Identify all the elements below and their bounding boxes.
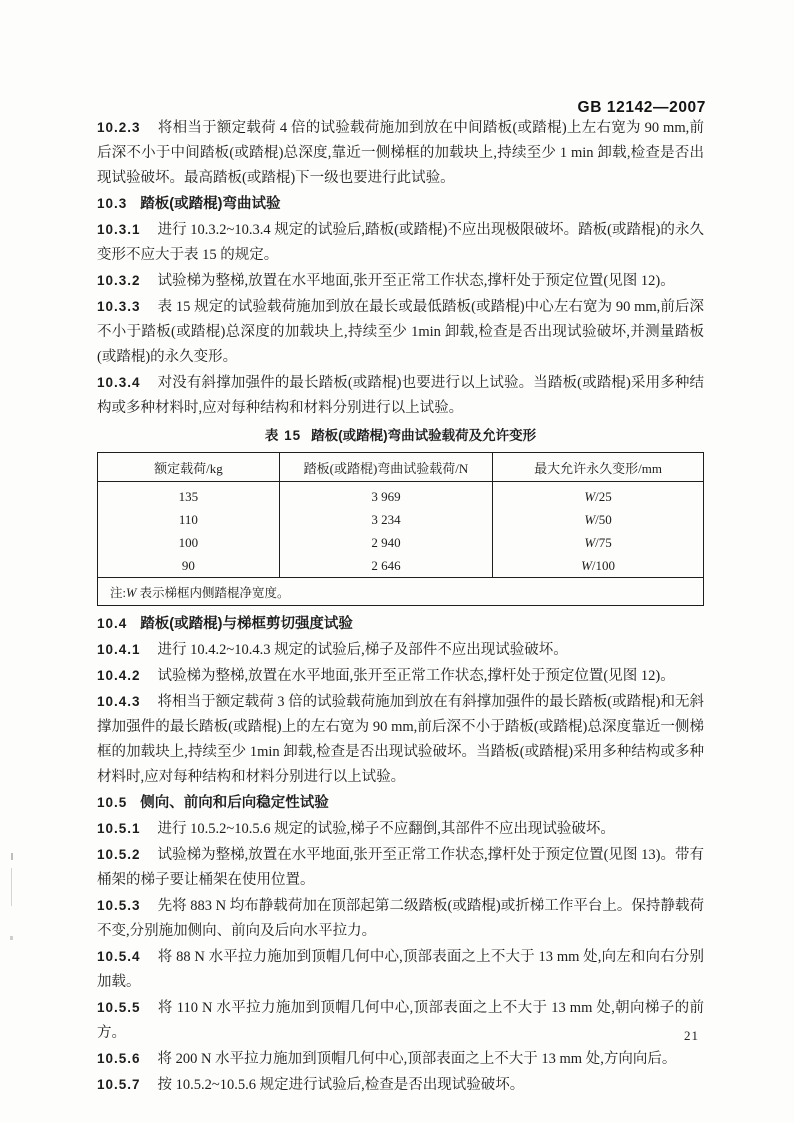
table-col-header: 额定载荷/kg (98, 453, 280, 482)
section-title: 踏板(或踏棍)与梯框剪切强度试验 (140, 616, 353, 632)
clause-text: 先将 883 N 均布静载荷加在顶部起第二级踏板(或踏棍)或折梯工作平台上。保持静载荷不变,分别施加侧向、前向及后向水平拉力。 (97, 898, 704, 939)
table-col-header: 最大允许永久变形/mm (493, 453, 704, 482)
table-15-title (97, 424, 704, 448)
clause-text: 进行 10.4.2~10.4.3 规定的试验后,梯子及部件不应出现试验破坏。 (157, 642, 568, 658)
table-15-block (97, 424, 704, 606)
table-cell: W/100 (493, 554, 704, 578)
clause-text: 按 10.5.2~10.5.6 规定进行试验后,检查是否出现试验破坏。 (157, 1077, 525, 1093)
clause-number: 10.5.3 (97, 898, 141, 913)
clause-number: 10.2.3 (97, 120, 141, 135)
clause-number: 10.3.3 (97, 299, 141, 314)
clause-10.5.2 (97, 842, 704, 893)
scan-artifact (11, 853, 13, 860)
clause-10.3.4 (97, 370, 704, 421)
table-cell: 2 940 (279, 531, 492, 554)
clause-text: 试验梯为整梯,放置在水平地面,张开至正常工作状态,撑杆处于预定位置(见图 12)。 (157, 668, 675, 684)
clause-text: 表 15 规定的试验载荷施加到放在最长或最低踏板(或踏棍)中心左右宽为 90 mm,前后深不小于踏板(或踏棍)总深度的加载块上,持续至少 1min 卸载,检查是否出现试验破坏,并测量踏板(或踏棍)的永久变形。 (97, 299, 704, 365)
table-note: 注:W 表示梯框内侧踏棍净宽度。 (98, 578, 704, 606)
clause-number: 10.5.1 (97, 821, 141, 836)
clause-number: 10.3.1 (97, 222, 141, 237)
page-number: 21 (684, 1028, 699, 1043)
section-title: 踏板(或踏棍)弯曲试验 (140, 196, 281, 212)
table-15-label: 表 15 (264, 428, 302, 443)
table-cell: 90 (181, 557, 195, 573)
table-row (98, 508, 704, 531)
clause-number: 10.5.4 (97, 949, 141, 964)
clause-10.3.3 (97, 294, 704, 370)
clause-number: 10.4.3 (97, 694, 141, 709)
clause-text: 进行 10.5.2~10.5.6 规定的试验,梯子不应翻倒,其部件不应出现试验破坏。 (157, 821, 615, 837)
table-cell: 3 969 (279, 482, 492, 509)
table-cell: 135 (178, 488, 199, 504)
table-cell: W/75 (493, 531, 704, 554)
clause-text: 进行 10.3.2~10.3.4 规定的试验后,踏板(或踏棍)不应出现极限破坏。踏板(或踏棍)的永久变形不应大于表 15 的规定。 (97, 222, 704, 263)
clause-number: 10.5.5 (97, 1000, 141, 1015)
clause-10.5.5 (97, 995, 704, 1046)
clause-text: 将相当于额定载荷 3 倍的试验载荷施加到放在有斜撑加强件的最长踏板(或踏棍)和无斜撑加强件的最长踏板(或踏棍)上的左右宽为 90 mm,前后深不小于踏板(或踏棍)总深度靠近一侧梯框的加载块上,持续至少 1min 卸载,检查是否出现试验破坏。当踏板(或踏棍)采用多种结构或多种材料时,应对每种结构和材料分别进行以上试验。 (97, 694, 704, 785)
clause-number: 10.5 (97, 795, 128, 810)
clause-10.4.1 (97, 637, 704, 663)
clause-text: 对没有斜撑加强件的最长踏板(或踏棍)也要进行以上试验。当踏板(或踏棍)采用多种结构或多种材料时,应对每种结构和材料分别进行以上试验。 (97, 375, 704, 416)
clause-10.5.7 (97, 1072, 704, 1098)
clause-text: 试验梯为整梯,放置在水平地面,张开至正常工作状态,撑杆处于预定位置(见图 12)。 (157, 273, 675, 289)
section-title: 侧向、前向和后向稳定性试验 (140, 795, 329, 811)
clause-10.3.2 (97, 268, 704, 294)
clause-10.4.2 (97, 663, 704, 689)
table-cell: 2 646 (279, 554, 492, 578)
table-row (98, 554, 704, 578)
clause-text: 试验梯为整梯,放置在水平地面,张开至正常工作状态,撑杆处于预定位置(见图 13)。带有桶架的梯子要让桶架在使用位置。 (97, 847, 704, 888)
clause-text: 将 110 N 水平拉力施加到顶帽几何中心,顶部表面之上不大于 13 mm 处,朝向梯子的前方。 (97, 1000, 704, 1041)
document-body (97, 115, 704, 1098)
clause-number: 10.3.4 (97, 375, 141, 390)
clause-text: 将相当于额定载荷 4 倍的试验载荷施加到放在中间踏板(或踏棍)上左右宽为 90 mm,前后深不小于中间踏板(或踏棍)总深度,靠近一侧梯框的加载块上,持续至少 1 min 卸载,检查是否出现试验破坏。最高踏板(或踏棍)下一级也要进行此试验。 (97, 120, 704, 186)
clause-text: 将 88 N 水平拉力施加到顶帽几何中心,顶部表面之上不大于 13 mm 处,向左和向右分别加载。 (97, 949, 704, 990)
clause-number: 10.3.2 (97, 273, 141, 288)
section-heading-10.3 (97, 191, 704, 217)
clause-10.5.6 (97, 1046, 704, 1072)
table-15 (97, 452, 704, 606)
clause-10.5.1 (97, 816, 704, 842)
table-cell: 110 (178, 511, 198, 527)
table-15-caption: 踏板(或踏棍)弯曲试验载荷及允许变形 (311, 428, 537, 443)
standard-number: GB 12142—2007 (577, 99, 706, 116)
table-note-row (98, 578, 704, 606)
clause-number: 10.4.1 (97, 642, 141, 657)
clause-10.3.1 (97, 217, 704, 268)
clause-number: 10.5.2 (97, 847, 141, 862)
table-cell: 100 (178, 534, 199, 550)
clause-number: 10.3 (97, 196, 128, 211)
table-col-header: 踏板(或踏棍)弯曲试验载荷/N (279, 453, 492, 482)
table-header-row (98, 453, 704, 482)
clause-10.5.3 (97, 893, 704, 944)
clause-10.5.4 (97, 944, 704, 995)
table-cell: 3 234 (279, 508, 492, 531)
clause-number: 10.4 (97, 616, 128, 631)
clause-10.2.3 (97, 115, 704, 191)
table-cell: W/50 (493, 508, 704, 531)
table-cell: W/25 (493, 482, 704, 509)
table-row (98, 531, 704, 554)
section-heading-10.5 (97, 790, 704, 816)
clause-number: 10.4.2 (97, 668, 141, 683)
clause-text: 将 200 N 水平拉力施加到顶帽几何中心,顶部表面之上不大于 13 mm 处,方向向后。 (157, 1051, 677, 1067)
scan-artifact (11, 868, 12, 906)
clause-number: 10.5.6 (97, 1051, 141, 1066)
scan-artifact (10, 936, 13, 940)
clause-number: 10.5.7 (97, 1077, 141, 1092)
table-row (98, 482, 704, 509)
clause-10.4.3 (97, 689, 704, 790)
section-heading-10.4 (97, 611, 704, 637)
